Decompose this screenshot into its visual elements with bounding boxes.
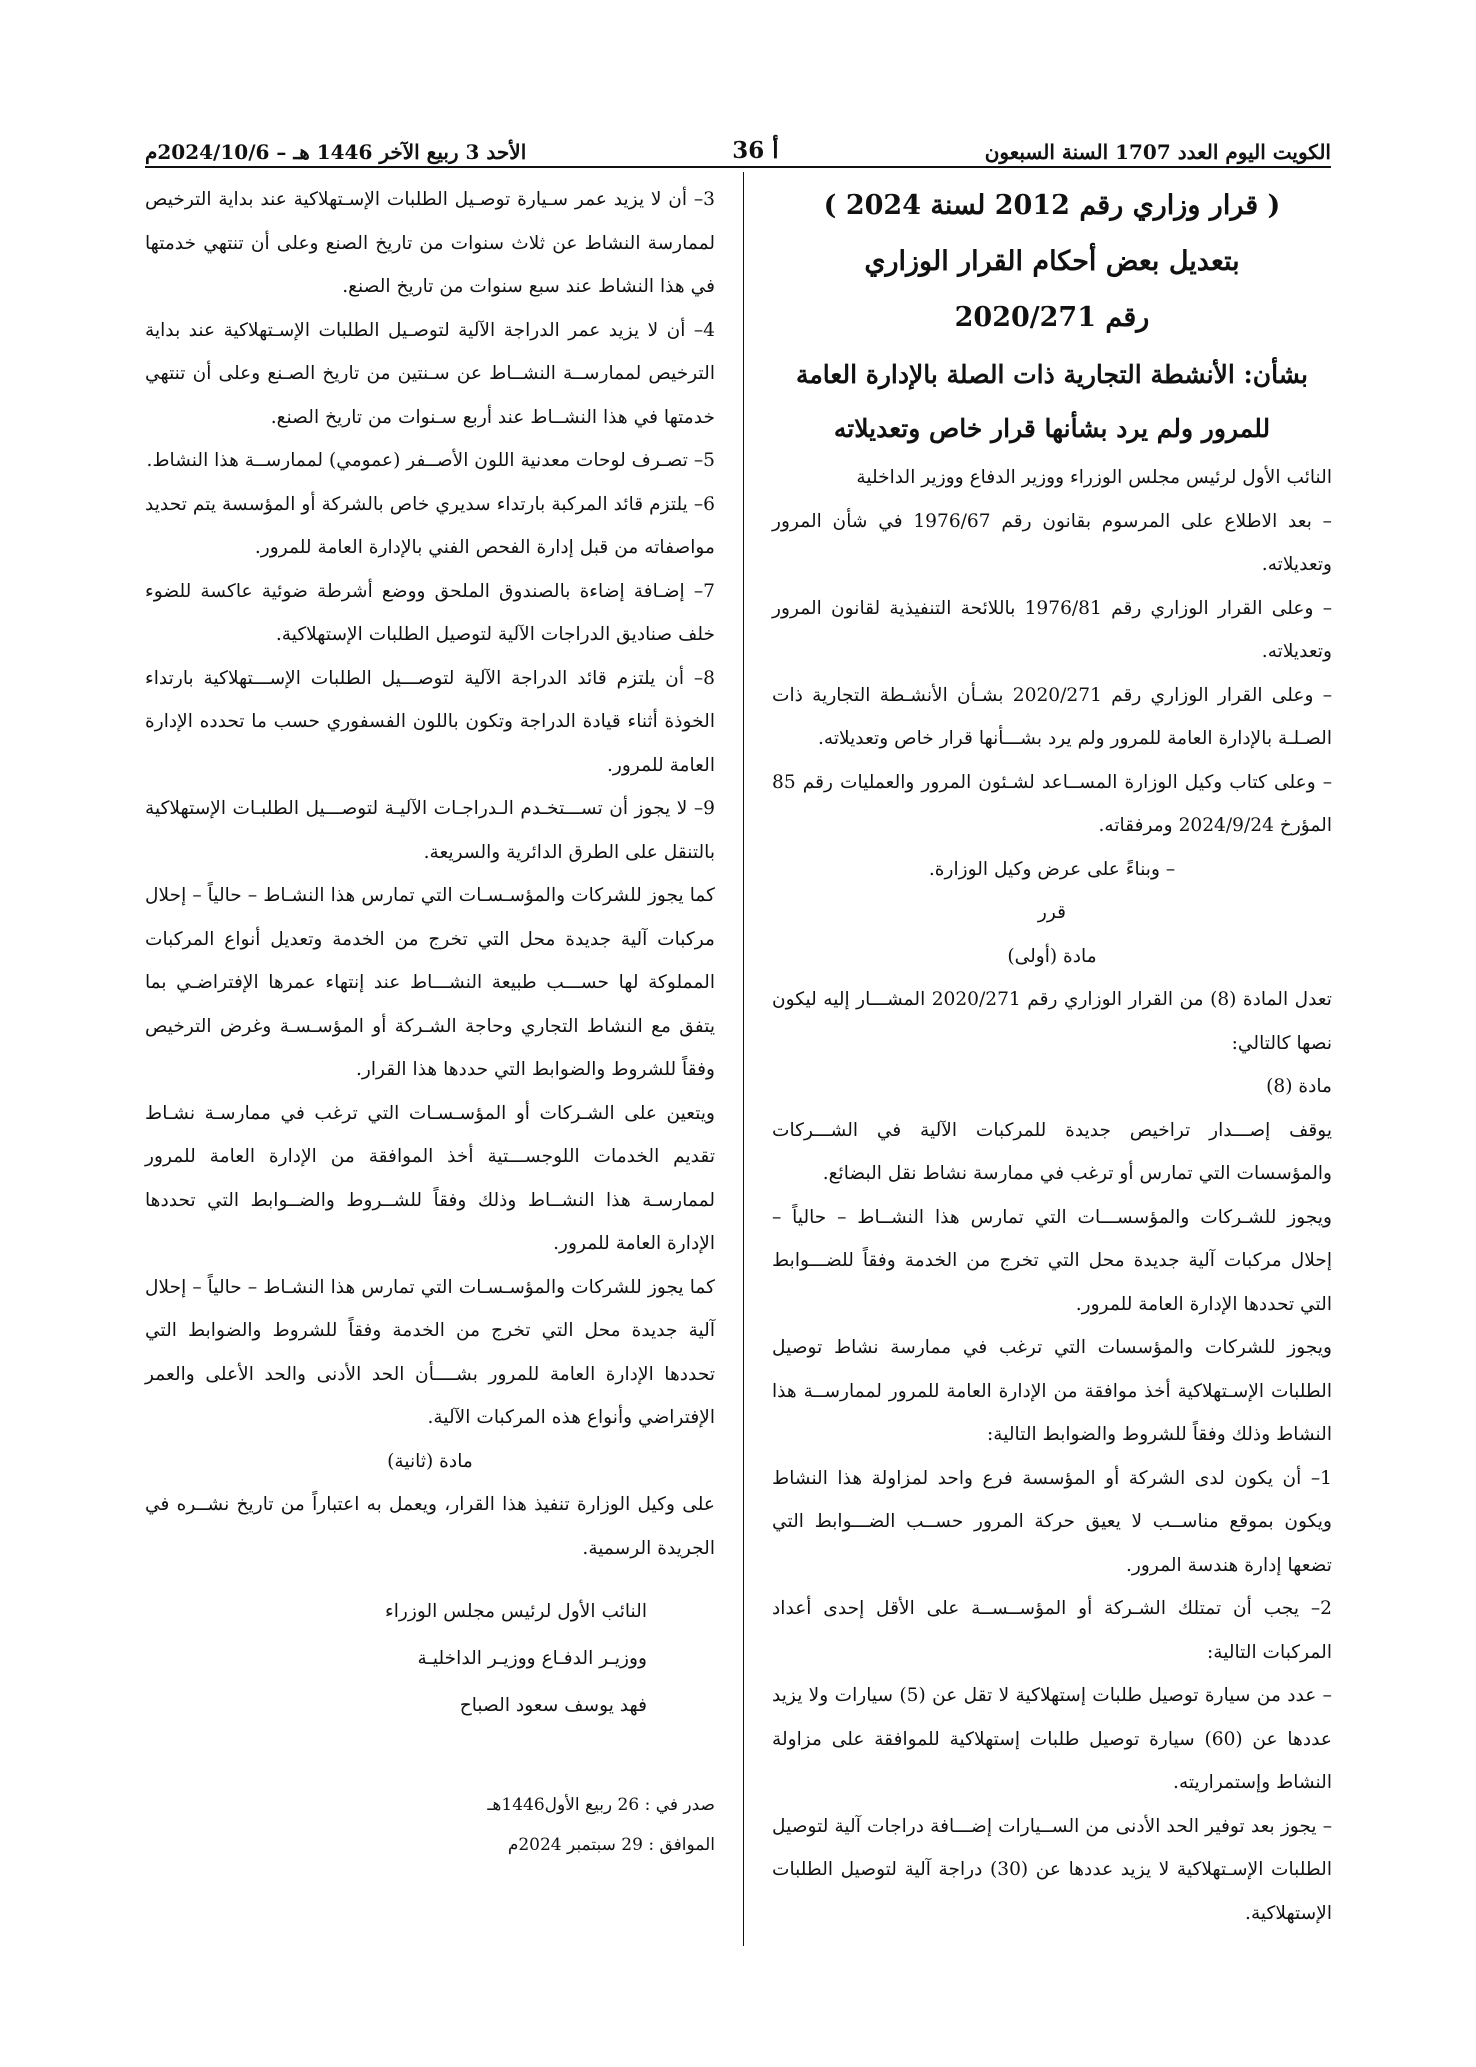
article-paragraph: 1– أن يكون لدى الشركة أو المؤسسة فرع واحد لمزاولة هذا النشاط ويكون بموقع مناســب لا يعيق حركة المرور حســب الضـــوابط التي تضعها إدارة هندسة المرور. [772, 1467, 1332, 1576]
article-paragraph: 4– أن لا يزيد عمر الدراجة الآلية لتوصـيل الطلبات الإسـتهلاكية عند بداية الترخيص لممارســة النشــاط عن سـنتين من تاريخ الصـنع وعلى أن تنتهي خدمتها في هذا النشــاط عند أربع سـنوات من تاريخ الصنع. [145, 319, 715, 428]
column-divider [743, 172, 744, 1946]
signature-line: ووزيـر الدفـاع ووزيـر الداخليـة [417, 1648, 647, 1669]
signature-line: النائب الأول لرئيس مجلس الوزراء [385, 1601, 647, 1622]
preamble-paragraph: – وبناءً على عرض وكيل الوزارة. [928, 858, 1176, 880]
decided-heading: قرر [1037, 902, 1067, 923]
article-paragraph: – يجوز بعد توفير الحد الأدنى من الســيارات إضـــافة دراجات آلية لتوصيل الطلبات الإسـتهلاكية لا يزيد عددها عن (30) دراجة آلية لتوصيل الطلبات الإستهلاكية. [772, 1815, 1332, 1924]
article-paragraph: ويجوز للشـركات والمؤسســـات التي تمارس هذا النشــاط – حالياً – إحلال مركبات آلية جديدة محل التي تخرج من الخدمة وفقاً للضـــوابط التي تحددها الإدارة العامة للمرور. [772, 1206, 1332, 1315]
header-date: الأحد 3 ربيع الآخر 1446 هـ – 2024/10/6م [145, 140, 527, 164]
decree-subject-line: للمرور ولم يرد بشأنها قرار خاص وتعديلاته [833, 414, 1271, 443]
article-paragraph: 5– تصـرف لوحات معدنية اللون الأصــفر (عمومي) لممارســة هذا النشاط. [146, 450, 715, 471]
article-paragraph: 2– يجب أن تمتلك الشـركة أو المؤســســة على الأقل إحدى أعداد المركبات التالية: [772, 1598, 1332, 1663]
signature-line: فهد يوسف سعود الصباح [459, 1695, 647, 1716]
decree-title-line: رقم 2020/271 [954, 302, 1150, 333]
decree-subject [772, 348, 1332, 456]
article-paragraph: 8– أن يلتزم قائد الدراجة الآلية لتوصـــيل الطلبات الإســـتهلاكية بارتداء الخوذة أثناء قيادة الدراجة وتكون باللون الفسفوري حسب ما تحدده الإدارة العامة للمرور. [145, 667, 715, 776]
corresponding-date: الموافق : 29 سبتمبر 2024م [507, 1835, 715, 1855]
article-paragraph: ويتعين على الشـركات أو المؤسـسـات التي ترغب في ممارسـة نشـاط تقديم الخدمات اللوجســـتية أخذ الموافقة من الإدارة العامة للمرور لممارسـة هذا النشــاط وذلك وفقاً للشــروط والضــوابط التي تحددها الإدارة العامة للمرور. [145, 1102, 715, 1254]
signature-block [145, 1588, 715, 1729]
issue-date-block [145, 1785, 715, 1865]
article-paragraph: تعدل المادة (8) من القرار الوزاري رقم 2020/271 المشـــار إليه ليكون نصها كالتالي: [772, 989, 1332, 1054]
article-paragraph: 9– لا يجوز أن تســـتخـدم الـدراجـات الآليـة لتوصـــيل الطلبـات الإستهلاكية بالتنقل على الطرق الدائرية والسريعة. [145, 798, 715, 863]
left-column [145, 178, 715, 1865]
preamble-paragraph: النائب الأول لرئيس مجلس الوزراء ووزير الدفاع ووزير الداخلية [856, 467, 1332, 488]
preamble-paragraph: – وعلى كتاب وكيل الوزارة المســاعد لشـئون المرور والعمليات رقم 85 المؤرخ 2024/9/24 ومرفقاته. [772, 771, 1332, 836]
header-issue-info: الكويت اليوم العدد 1707 السنة السبعون [984, 140, 1331, 164]
decree-title [772, 178, 1332, 346]
article-paragraph: ويجوز للشركات والمؤسسات التي ترغب في ممارسة نشاط توصيل الطلبات الإسـتهلاكية أخذ موافقة من الإدارة العامة للمرور لممارســة هذا النشاط وذلك وفقاً للشروط والضوابط التالية: [772, 1337, 1332, 1445]
decree-title-line: ( قرار وزاري رقم 2012 لسنة 2024 ) [823, 190, 1281, 221]
article-paragraph: 7– إضـافة إضاءة بالصندوق الملحق ووضع أشرطة ضوئية عاكسة للضوء خلف صناديق الدراجات الآلية لتوصيل الطلبات الإستهلاكية. [145, 580, 715, 645]
article-paragraph: كما يجوز للشركات والمؤسـسـات التي تمارس هذا النشـاط – حالياً – إحلال آلية جديدة محل التي تخرج من الخدمة وفقاً للشروط والضوابط التي تحددها الإدارة العامة للمرور بشــــأن الحد الأدنى والحد الأعلى والعمر الإفتراضي وأنواع هذه المركبات الآلية. [145, 1276, 715, 1428]
article-paragraph: – عدد من سيارة توصيل طلبات إستهلاكية لا تقل عن (5) سيارات ولا يزيد عددها عن (60) سيارة توصيل طلبات إستهلاكية للموافقة على مزاولة النشاط وإستمراريته. [772, 1685, 1332, 1793]
header-page-number: أ 36 [732, 137, 779, 164]
article-paragraph: 3– أن لا يزيد عمر سـيارة توصـيل الطلبات الإسـتهلاكية عند بداية الترخيص لممارسة النشاط عن ثلاث سنوات من تاريخ الصنع وعلى أن تنتهي خدمتها في هذا النشاط عند سبع سنوات من تاريخ الصنع. [145, 189, 715, 297]
article-paragraph: كما يجوز للشركات والمؤسـسـات التي تمارس هذا النشـاط – حالياً – إحلال مركبات آلية جديدة محل التي تخرج من الخدمة وتعديل أنواع المركبات المملوكة لها حســـب طبيعة النشـــاط عند إنتهاء عمرها الإفتراضـي بما يتفق مع النشاط التجاري وحاجة الشـركة أو المؤسـسـة وغرض الترخيص وفقاً للشروط والضوابط التي حددها هذا القرار. [145, 885, 715, 1080]
article-paragraph: 6– يلتزم قائد المركبة بارتداء سديري خاص بالشركة أو المؤسسة يتم تحديد مواصفاته من قبل إدارة الفحص الفني بالإدارة العامة للمرور. [145, 493, 715, 558]
article-paragraph: يوقف إصـــدار تراخيص جديدة للمركبات الآلية في الشـــركات والمؤسسات التي تمارس أو ترغب في ممارسة نشاط نقل البضائع. [772, 1119, 1332, 1184]
preamble-paragraph: – بعد الاطلاع على المرسوم بقانون رقم 1976/67 في شأن المرور وتعديلاته. [772, 510, 1332, 575]
preamble-paragraph: – وعلى القرار الوزاري رقم 2020/271 بشـأن الأنشـطة التجارية ذات الصـلـة بالإدارة العامة للمرور ولم يرد بشـــأنها قرار خاص وتعديلاته. [772, 684, 1332, 749]
article-heading: مادة (8) [1266, 1076, 1332, 1097]
decree-subject-line: بشأن: الأنشطة التجارية ذات الصلة بالإدارة العامة [795, 360, 1308, 389]
article-heading: مادة (ثانية) [387, 1450, 473, 1472]
header-rule [145, 166, 1331, 168]
preamble-paragraph: – وعلى القرار الوزاري رقم 1976/81 باللائحة التنفيذية لقانون المرور وتعديلاته. [772, 597, 1332, 662]
page-header [145, 118, 1331, 164]
decree-title-line: بتعديل بعض أحكام القرار الوزاري [864, 246, 1240, 277]
article-heading: مادة (أولى) [1007, 945, 1097, 967]
issued-date: صدر في : 26 ربيع الأول1446هـ [487, 1795, 715, 1815]
article-paragraph: على وكيل الوزارة تنفيذ هذا القرار، ويعمل به اعتباراً من تاريخ نشــره في الجريدة الرسمية. [145, 1494, 715, 1559]
right-column [772, 178, 1332, 1935]
